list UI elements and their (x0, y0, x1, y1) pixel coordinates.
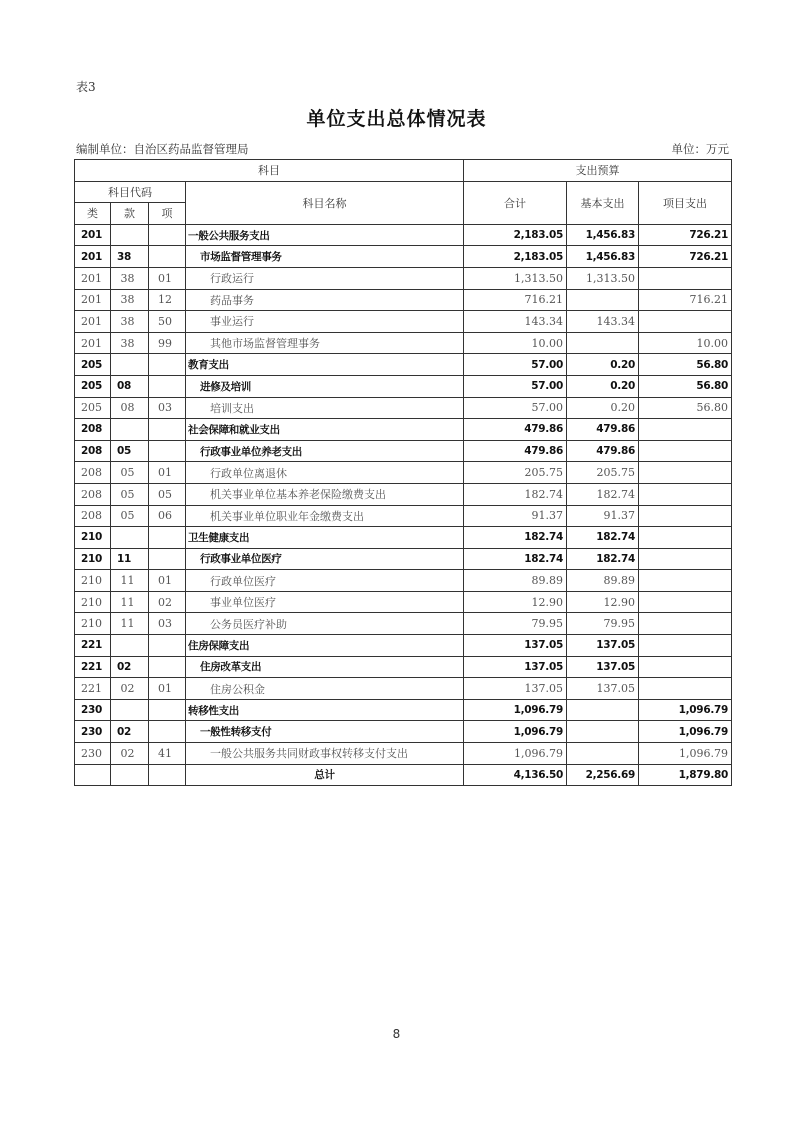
project-value (639, 635, 732, 657)
basic-value: 479.86 (567, 440, 639, 462)
total-value: 1,096.79 (464, 699, 567, 721)
code-lei: 205 (75, 375, 111, 397)
project-value (639, 548, 732, 570)
subject-name: 市场监督管理事务 (186, 246, 464, 268)
header-lei: 类 (75, 203, 111, 225)
subject-name: 行政单位离退休 (186, 462, 464, 484)
header-basic: 基本支出 (567, 181, 639, 224)
header-row-2 (75, 181, 732, 203)
project-value (639, 591, 732, 613)
basic-value: 0.20 (567, 397, 639, 419)
project-value: 56.80 (639, 354, 732, 376)
header-project: 项目支出 (639, 181, 732, 224)
code-lei: 210 (75, 548, 111, 570)
code-lei: 230 (75, 721, 111, 743)
code-xiang (149, 354, 186, 376)
basic-value: 143.34 (567, 311, 639, 333)
code-xiang: 01 (149, 678, 186, 700)
code-lei: 201 (75, 289, 111, 311)
basic-value: 79.95 (567, 613, 639, 635)
code-kuan: 11 (111, 591, 149, 613)
table-row (75, 224, 732, 246)
basic-value (567, 743, 639, 765)
table-row (75, 699, 732, 721)
code-xiang (149, 548, 186, 570)
currency-unit: 单位：万元 (671, 142, 729, 156)
code-xiang: 05 (149, 483, 186, 505)
project-value (639, 527, 732, 549)
code-xiang (149, 656, 186, 678)
empty-cell (75, 764, 111, 786)
code-lei: 201 (75, 332, 111, 354)
table-row (75, 570, 732, 592)
code-xiang: 03 (149, 613, 186, 635)
table-body (75, 224, 732, 785)
code-lei: 230 (75, 743, 111, 765)
total-value: 479.86 (464, 440, 567, 462)
code-xiang (149, 375, 186, 397)
subject-name: 行政事业单位医疗 (186, 548, 464, 570)
code-kuan: 05 (111, 462, 149, 484)
table-row (75, 354, 732, 376)
code-kuan: 38 (111, 311, 149, 333)
total-value: 2,183.05 (464, 224, 567, 246)
table-row (75, 635, 732, 657)
table-row (75, 246, 732, 268)
code-kuan (111, 699, 149, 721)
subject-name: 转移性支出 (186, 699, 464, 721)
code-kuan: 38 (111, 332, 149, 354)
total-value: 137.05 (464, 635, 567, 657)
subject-name: 公务员医疗补助 (186, 613, 464, 635)
subject-name: 住房保障支出 (186, 635, 464, 657)
subject-name: 住房公积金 (186, 678, 464, 700)
page-number: 8 (392, 1027, 401, 1041)
table-row (75, 505, 732, 527)
code-kuan: 11 (111, 548, 149, 570)
code-kuan (111, 419, 149, 441)
total-value: 1,096.79 (464, 743, 567, 765)
code-lei: 221 (75, 635, 111, 657)
code-xiang (149, 419, 186, 441)
basic-value: 182.74 (567, 527, 639, 549)
table-row (75, 332, 732, 354)
code-lei: 201 (75, 246, 111, 268)
code-xiang: 01 (149, 462, 186, 484)
project-value (639, 678, 732, 700)
table-row (75, 267, 732, 289)
code-xiang (149, 721, 186, 743)
code-kuan: 02 (111, 656, 149, 678)
code-xiang: 12 (149, 289, 186, 311)
code-xiang (149, 635, 186, 657)
basic-value: 1,456.83 (567, 224, 639, 246)
grand-total-label: 总计 (186, 764, 464, 786)
basic-value: 91.37 (567, 505, 639, 527)
code-lei: 210 (75, 527, 111, 549)
table-row (75, 527, 732, 549)
subject-name: 行政运行 (186, 267, 464, 289)
code-xiang: 41 (149, 743, 186, 765)
code-kuan: 02 (111, 743, 149, 765)
code-kuan (111, 635, 149, 657)
project-value (639, 570, 732, 592)
header-total: 合计 (464, 181, 567, 224)
table-row (75, 678, 732, 700)
code-kuan: 11 (111, 570, 149, 592)
total-value: 57.00 (464, 397, 567, 419)
basic-value: 0.20 (567, 375, 639, 397)
basic-value (567, 721, 639, 743)
header-xiang: 项 (149, 203, 186, 225)
code-kuan: 05 (111, 483, 149, 505)
code-kuan: 08 (111, 375, 149, 397)
header-row-1 (75, 160, 732, 182)
code-xiang: 02 (149, 591, 186, 613)
project-value: 726.21 (639, 246, 732, 268)
basic-value: 1,456.83 (567, 246, 639, 268)
table-row (75, 656, 732, 678)
code-lei: 208 (75, 483, 111, 505)
subject-name: 其他市场监督管理事务 (186, 332, 464, 354)
code-xiang (149, 224, 186, 246)
code-lei: 208 (75, 462, 111, 484)
header-name: 科目名称 (186, 181, 464, 224)
code-kuan: 02 (111, 721, 149, 743)
code-kuan (111, 224, 149, 246)
code-xiang (149, 246, 186, 268)
basic-value: 89.89 (567, 570, 639, 592)
code-lei: 210 (75, 591, 111, 613)
code-lei: 201 (75, 267, 111, 289)
grand-total-row (75, 764, 732, 786)
expenditure-table (74, 159, 732, 786)
project-value (639, 419, 732, 441)
compiling-unit: 编制单位：自治区药品监督管理局 (76, 142, 249, 156)
total-value: 12.90 (464, 591, 567, 613)
total-value: 137.05 (464, 678, 567, 700)
subject-name: 卫生健康支出 (186, 527, 464, 549)
table-row (75, 440, 732, 462)
table-number: 表3 (76, 80, 96, 94)
project-value: 716.21 (639, 289, 732, 311)
table-row (75, 613, 732, 635)
code-kuan: 11 (111, 613, 149, 635)
code-kuan: 05 (111, 440, 149, 462)
code-lei: 208 (75, 505, 111, 527)
code-kuan (111, 527, 149, 549)
table-row (75, 289, 732, 311)
grand-total-project: 1,879.80 (639, 764, 732, 786)
code-lei: 210 (75, 570, 111, 592)
subject-name: 一般公共服务支出 (186, 224, 464, 246)
code-kuan: 02 (111, 678, 149, 700)
table-row (75, 462, 732, 484)
total-value: 143.34 (464, 311, 567, 333)
basic-value: 479.86 (567, 419, 639, 441)
subject-name: 药品事务 (186, 289, 464, 311)
basic-value: 1,313.50 (567, 267, 639, 289)
subject-name: 住房改革支出 (186, 656, 464, 678)
empty-cell (149, 764, 186, 786)
code-lei: 221 (75, 656, 111, 678)
subject-name: 一般性转移支付 (186, 721, 464, 743)
basic-value: 137.05 (567, 656, 639, 678)
total-value: 79.95 (464, 613, 567, 635)
total-value: 137.05 (464, 656, 567, 678)
project-value: 56.80 (639, 375, 732, 397)
code-xiang: 01 (149, 267, 186, 289)
total-value: 57.00 (464, 354, 567, 376)
code-xiang: 50 (149, 311, 186, 333)
total-value: 91.37 (464, 505, 567, 527)
header-budget: 支出预算 (464, 160, 732, 182)
subject-name: 机关事业单位职业年金缴费支出 (186, 505, 464, 527)
total-value: 182.74 (464, 527, 567, 549)
code-xiang: 99 (149, 332, 186, 354)
project-value (639, 440, 732, 462)
code-kuan: 38 (111, 267, 149, 289)
subject-name: 培训支出 (186, 397, 464, 419)
subject-name: 教育支出 (186, 354, 464, 376)
code-lei: 208 (75, 440, 111, 462)
code-lei: 208 (75, 419, 111, 441)
total-value: 716.21 (464, 289, 567, 311)
basic-value: 137.05 (567, 635, 639, 657)
code-lei: 205 (75, 354, 111, 376)
code-lei: 201 (75, 311, 111, 333)
total-value: 182.74 (464, 483, 567, 505)
empty-cell (111, 764, 149, 786)
project-value: 1,096.79 (639, 743, 732, 765)
subject-name: 行政单位医疗 (186, 570, 464, 592)
table-row (75, 311, 732, 333)
table-row (75, 375, 732, 397)
page-title: 单位支出总体情况表 (306, 108, 487, 130)
project-value: 1,096.79 (639, 721, 732, 743)
code-xiang (149, 699, 186, 721)
code-xiang (149, 527, 186, 549)
basic-value: 137.05 (567, 678, 639, 700)
header-kuan: 款 (111, 203, 149, 225)
subject-name: 一般公共服务共同财政事权转移支付支出 (186, 743, 464, 765)
total-value: 10.00 (464, 332, 567, 354)
grand-total-value: 4,136.50 (464, 764, 567, 786)
table-row (75, 591, 732, 613)
total-value: 2,183.05 (464, 246, 567, 268)
total-value: 182.74 (464, 548, 567, 570)
table-row (75, 419, 732, 441)
code-kuan: 38 (111, 246, 149, 268)
project-value: 56.80 (639, 397, 732, 419)
table-row (75, 397, 732, 419)
basic-value (567, 289, 639, 311)
code-xiang: 03 (149, 397, 186, 419)
basic-value: 182.74 (567, 483, 639, 505)
code-kuan: 08 (111, 397, 149, 419)
basic-value: 182.74 (567, 548, 639, 570)
header-subject: 科目 (75, 160, 464, 182)
project-value (639, 656, 732, 678)
project-value: 726.21 (639, 224, 732, 246)
total-value: 1,096.79 (464, 721, 567, 743)
grand-total-basic: 2,256.69 (567, 764, 639, 786)
project-value (639, 267, 732, 289)
project-value (639, 505, 732, 527)
code-kuan: 05 (111, 505, 149, 527)
subject-name: 行政事业单位养老支出 (186, 440, 464, 462)
basic-value: 0.20 (567, 354, 639, 376)
basic-value (567, 699, 639, 721)
project-value (639, 462, 732, 484)
basic-value: 12.90 (567, 591, 639, 613)
project-value (639, 613, 732, 635)
code-xiang: 06 (149, 505, 186, 527)
code-xiang (149, 440, 186, 462)
code-lei: 205 (75, 397, 111, 419)
table-row (75, 743, 732, 765)
table-row (75, 721, 732, 743)
project-value: 10.00 (639, 332, 732, 354)
code-kuan (111, 354, 149, 376)
basic-value: 205.75 (567, 462, 639, 484)
code-lei: 210 (75, 613, 111, 635)
subject-name: 社会保障和就业支出 (186, 419, 464, 441)
code-lei: 230 (75, 699, 111, 721)
subject-name: 机关事业单位基本养老保险缴费支出 (186, 483, 464, 505)
subject-name: 进修及培训 (186, 375, 464, 397)
total-value: 89.89 (464, 570, 567, 592)
total-value: 57.00 (464, 375, 567, 397)
total-value: 1,313.50 (464, 267, 567, 289)
project-value (639, 311, 732, 333)
code-lei: 201 (75, 224, 111, 246)
code-kuan: 38 (111, 289, 149, 311)
total-value: 205.75 (464, 462, 567, 484)
code-lei: 221 (75, 678, 111, 700)
project-value: 1,096.79 (639, 699, 732, 721)
code-xiang: 01 (149, 570, 186, 592)
project-value (639, 483, 732, 505)
table-row (75, 483, 732, 505)
total-value: 479.86 (464, 419, 567, 441)
subject-name: 事业单位医疗 (186, 591, 464, 613)
table-row (75, 548, 732, 570)
header-code-group: 科目代码 (75, 181, 186, 203)
subject-name: 事业运行 (186, 311, 464, 333)
basic-value (567, 332, 639, 354)
